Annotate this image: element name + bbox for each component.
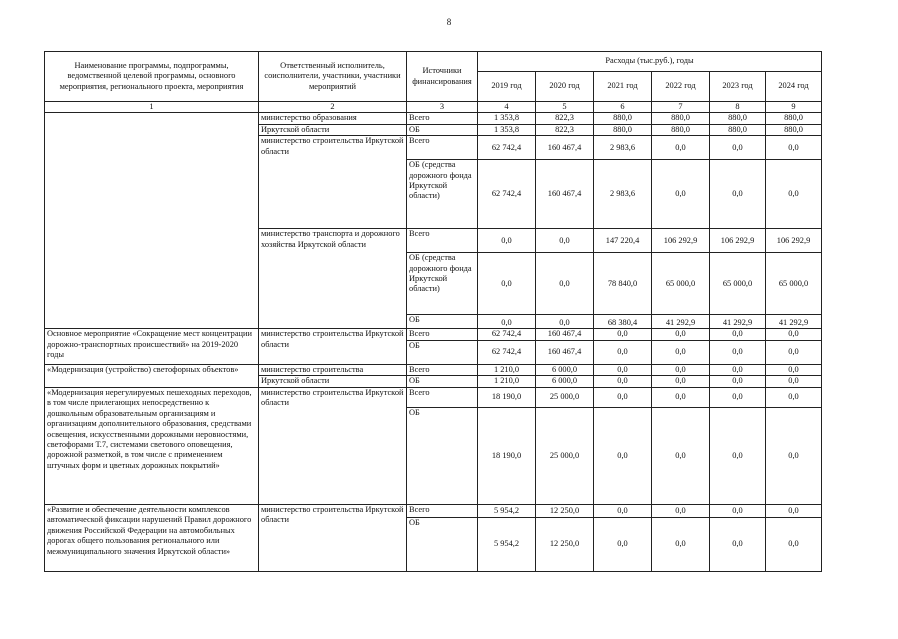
year-2022: 2022 год: [652, 72, 710, 102]
source-cell: ОБ (средства дорожного фонда Иркутской области): [407, 253, 478, 315]
index-cell: 6: [594, 102, 652, 113]
value-cell: 1 210,0: [478, 376, 536, 388]
source-cell: ОБ: [407, 408, 478, 505]
value-cell: 880,0: [766, 113, 822, 124]
value-cell: 6 000,0: [536, 364, 594, 375]
value-cell: 0,0: [652, 505, 710, 518]
value-cell: 1 353,8: [478, 113, 536, 124]
value-cell: 12 250,0: [536, 518, 594, 572]
source-cell: ОБ: [407, 124, 478, 135]
executor-cell: министерство строительства: [259, 364, 407, 375]
value-cell: 0,0: [710, 518, 766, 572]
value-cell: 0,0: [594, 340, 652, 364]
value-cell: 25 000,0: [536, 408, 594, 505]
value-cell: 880,0: [652, 113, 710, 124]
source-cell: Всего: [407, 388, 478, 408]
index-row: [45, 102, 822, 113]
value-cell: 0,0: [594, 518, 652, 572]
value-cell: 0,0: [652, 160, 710, 229]
index-cell: 5: [536, 102, 594, 113]
program-name-cell: Основное мероприятие «Сокращение мест концентрации дорожно-транспортных происшествий» на 2019-2020 годы: [45, 329, 259, 364]
program-name-cell: «Модернизация (устройство) светофорных объектов»: [45, 364, 259, 387]
source-cell: Всего: [407, 329, 478, 340]
value-cell: 106 292,9: [766, 229, 822, 253]
value-cell: 0,0: [478, 315, 536, 329]
executor-cell: министерство строительства Иркутской области: [259, 505, 407, 572]
value-cell: 0,0: [594, 388, 652, 408]
value-cell: 0,0: [652, 329, 710, 340]
value-cell: 18 190,0: [478, 408, 536, 505]
value-cell: 0,0: [766, 364, 822, 375]
table-row: [45, 364, 822, 375]
value-cell: 0,0: [766, 518, 822, 572]
value-cell: 41 292,9: [652, 315, 710, 329]
year-2021: 2021 год: [594, 72, 652, 102]
source-cell: Всего: [407, 113, 478, 124]
value-cell: 0,0: [594, 376, 652, 388]
value-cell: 0,0: [652, 518, 710, 572]
value-cell: 65 000,0: [710, 253, 766, 315]
year-2023: 2023 год: [710, 72, 766, 102]
table-row: [45, 329, 822, 340]
executor-cell: Иркутской области: [259, 124, 407, 135]
source-cell: ОБ: [407, 518, 478, 572]
value-cell: 65 000,0: [766, 253, 822, 315]
value-cell: 880,0: [594, 124, 652, 135]
value-cell: 0,0: [710, 388, 766, 408]
value-cell: 5 954,2: [478, 518, 536, 572]
value-cell: 160 467,4: [536, 340, 594, 364]
value-cell: 0,0: [710, 376, 766, 388]
year-2019: 2019 год: [478, 72, 536, 102]
executor-cell: министерство транспорта и дорожного хозяйства Иркутской области: [259, 229, 407, 329]
header-source: Источники финансирования: [407, 52, 478, 102]
value-cell: 0,0: [766, 329, 822, 340]
value-cell: 0,0: [652, 364, 710, 375]
value-cell: 18 190,0: [478, 388, 536, 408]
index-cell: 1: [45, 102, 259, 113]
value-cell: 62 742,4: [478, 160, 536, 229]
value-cell: 1 353,8: [478, 124, 536, 135]
header-executor: Ответственный исполнитель, соисполнители, участники, участники мероприятий: [259, 52, 407, 102]
value-cell: 822,3: [536, 113, 594, 124]
source-cell: Всего: [407, 229, 478, 253]
page-number: 8: [446, 17, 452, 27]
value-cell: 0,0: [594, 505, 652, 518]
value-cell: 0,0: [766, 505, 822, 518]
table-row: [45, 113, 822, 124]
value-cell: 160 467,4: [536, 136, 594, 160]
value-cell: 0,0: [766, 340, 822, 364]
value-cell: 12 250,0: [536, 505, 594, 518]
index-cell: 7: [652, 102, 710, 113]
executor-cell: министерство строительства Иркутской области: [259, 388, 407, 505]
index-cell: 3: [407, 102, 478, 113]
value-cell: 0,0: [710, 340, 766, 364]
value-cell: 106 292,9: [710, 229, 766, 253]
executor-cell: Иркутской области: [259, 376, 407, 388]
value-cell: 62 742,4: [478, 136, 536, 160]
value-cell: 0,0: [710, 160, 766, 229]
value-cell: 0,0: [766, 376, 822, 388]
value-cell: 0,0: [766, 388, 822, 408]
value-cell: 0,0: [766, 408, 822, 505]
value-cell: 41 292,9: [710, 315, 766, 329]
value-cell: 1 210,0: [478, 364, 536, 375]
value-cell: 880,0: [710, 113, 766, 124]
value-cell: 62 742,4: [478, 340, 536, 364]
index-cell: 9: [766, 102, 822, 113]
header-row: [45, 52, 822, 72]
header-name: Наименование программы, подпрограммы, ведомственной целевой программы, основного мероприятия, регионального проекта, мероприятия: [45, 52, 259, 102]
value-cell: 0,0: [478, 229, 536, 253]
value-cell: 0,0: [766, 160, 822, 229]
program-name-cell: [45, 113, 259, 329]
value-cell: 65 000,0: [652, 253, 710, 315]
value-cell: 5 954,2: [478, 505, 536, 518]
index-cell: 4: [478, 102, 536, 113]
source-cell: Всего: [407, 505, 478, 518]
value-cell: 0,0: [536, 315, 594, 329]
value-cell: 106 292,9: [652, 229, 710, 253]
year-2024: 2024 год: [766, 72, 822, 102]
value-cell: 6 000,0: [536, 376, 594, 388]
value-cell: 68 380,4: [594, 315, 652, 329]
value-cell: 0,0: [652, 408, 710, 505]
value-cell: 0,0: [710, 136, 766, 160]
value-cell: 160 467,4: [536, 160, 594, 229]
table-row: [45, 505, 822, 518]
value-cell: 0,0: [710, 364, 766, 375]
value-cell: 2 983,6: [594, 136, 652, 160]
value-cell: 0,0: [710, 329, 766, 340]
value-cell: 0,0: [536, 253, 594, 315]
source-cell: ОБ: [407, 376, 478, 388]
table-row: [45, 388, 822, 408]
executor-cell: министерство образования: [259, 113, 407, 124]
budget-table: [44, 51, 822, 572]
source-cell: Всего: [407, 364, 478, 375]
value-cell: 0,0: [710, 408, 766, 505]
header-expenses: Расходы (тыс.руб.), годы: [478, 52, 822, 72]
value-cell: 880,0: [766, 124, 822, 135]
value-cell: 0,0: [652, 136, 710, 160]
value-cell: 0,0: [594, 408, 652, 505]
source-cell: ОБ: [407, 340, 478, 364]
executor-cell: министерство строительства Иркутской области: [259, 136, 407, 229]
source-cell: ОБ: [407, 315, 478, 329]
value-cell: 0,0: [766, 136, 822, 160]
value-cell: 0,0: [652, 376, 710, 388]
source-cell: Всего: [407, 136, 478, 160]
value-cell: 147 220,4: [594, 229, 652, 253]
value-cell: 0,0: [478, 253, 536, 315]
value-cell: 0,0: [652, 340, 710, 364]
value-cell: 0,0: [652, 388, 710, 408]
program-name-cell: «Модернизация нерегулируемых пешеходных переходов, в том числе прилегающих непосредственно к дошкольным образовательным организациям и организациям дополнительного образования, средствами освещения, искусственными дорожными неровностями, светофорами Т.7, системами светового оповещения, дорожной разметкой, в том числе с применением штучных форм и цветных дорожных покрытий»: [45, 388, 259, 505]
value-cell: 880,0: [710, 124, 766, 135]
value-cell: 62 742,4: [478, 329, 536, 340]
value-cell: 880,0: [652, 124, 710, 135]
value-cell: 78 840,0: [594, 253, 652, 315]
index-cell: 8: [710, 102, 766, 113]
value-cell: 0,0: [536, 229, 594, 253]
executor-cell: министерство строительства Иркутской области: [259, 329, 407, 364]
year-2020: 2020 год: [536, 72, 594, 102]
value-cell: 0,0: [710, 505, 766, 518]
value-cell: 160 467,4: [536, 329, 594, 340]
value-cell: 2 983,6: [594, 160, 652, 229]
value-cell: 822,3: [536, 124, 594, 135]
value-cell: 25 000,0: [536, 388, 594, 408]
value-cell: 0,0: [594, 364, 652, 375]
value-cell: 0,0: [594, 329, 652, 340]
index-cell: 2: [259, 102, 407, 113]
source-cell: ОБ (средства дорожного фонда Иркутской области): [407, 160, 478, 229]
value-cell: 880,0: [594, 113, 652, 124]
program-name-cell: «Развитие и обеспечение деятельности комплексов автоматической фиксации нарушений Правил дорожного движения Российской Федерации на автомобильных дорогах общего пользования регионального или межмуниципального значения Иркутской области»: [45, 505, 259, 572]
value-cell: 41 292,9: [766, 315, 822, 329]
